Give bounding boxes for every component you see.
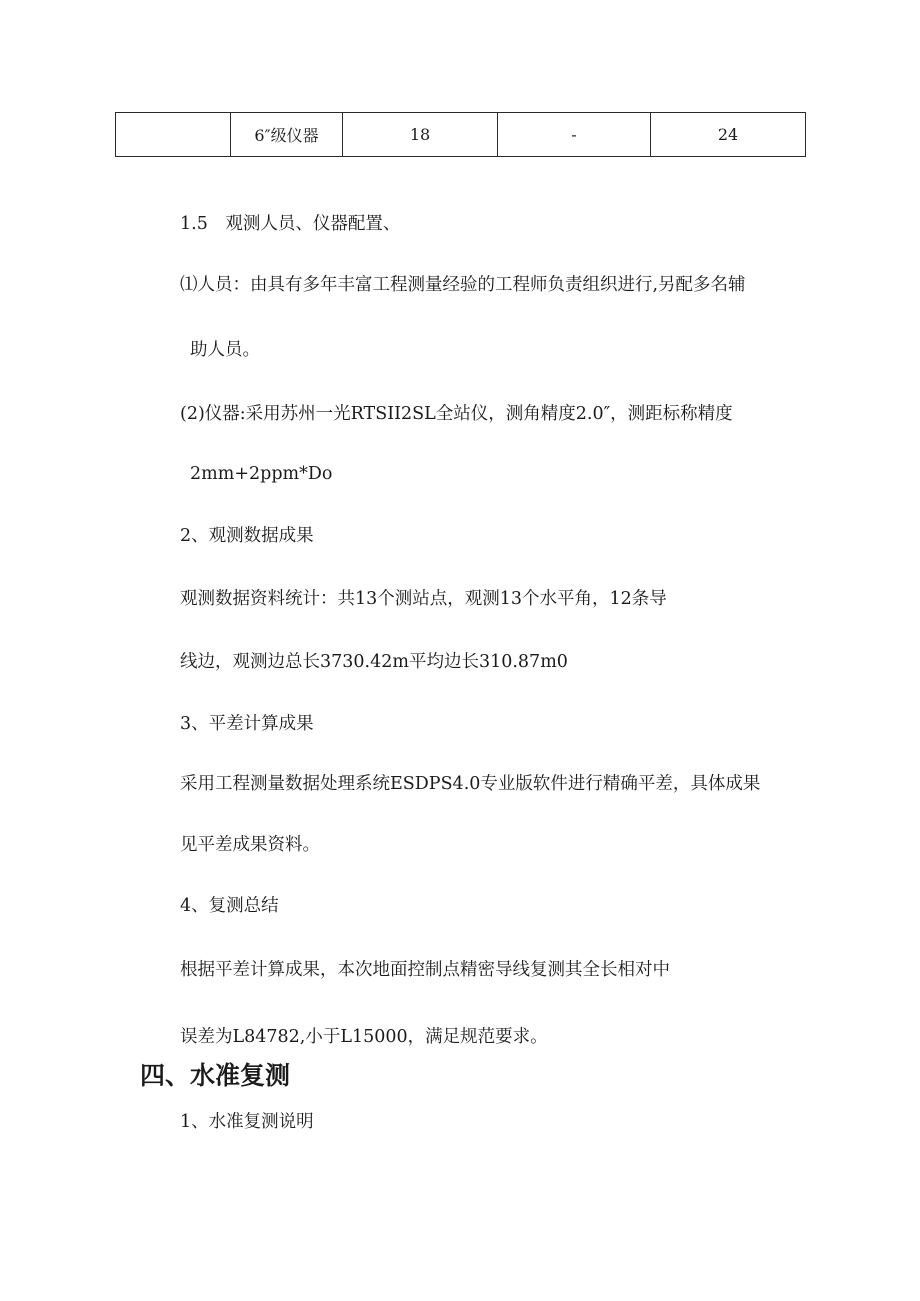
- summary-paragraph-line: 误差为L84782,小于L15000，满足规范要求。: [180, 1027, 548, 1047]
- observation-paragraph-line: 观测数据资料统计：共13个测站点，观测13个水平角，12条导: [180, 589, 667, 609]
- table-cell-value: 24: [651, 113, 806, 157]
- section-heading-2: 2、观测数据成果: [180, 526, 314, 546]
- section-heading-3: 3、平差计算成果: [180, 714, 314, 734]
- section-heading-1-5: 1.5 观测人员、仪器配置、: [180, 214, 401, 234]
- personnel-paragraph-line: 助人员。: [190, 340, 260, 360]
- instrument-paragraph-line: 2mm+2ppm*Do: [190, 464, 333, 484]
- adjustment-paragraph-line: 采用工程测量数据处理系统ESDPS4.0专业版软件进行精确平差，具体成果: [180, 774, 761, 794]
- instrument-paragraph-line: (2)仪器:采用苏州一光RTSII2SL全站仪，测角精度2.0″，测距标称精度: [180, 404, 733, 424]
- adjustment-paragraph-line: 见平差成果资料。: [180, 835, 320, 855]
- table-cell-blank: [116, 113, 231, 157]
- instrument-spec-table: [115, 112, 806, 157]
- personnel-paragraph-line: ⑴人员：由具有多年丰富工程测量经验的工程师负责组织进行,另配多名辅: [180, 275, 746, 295]
- section-heading-4: 4、复测总结: [180, 896, 279, 916]
- table-cell-value: 18: [343, 113, 498, 157]
- chapter-heading-leveling: 四、水准复测: [140, 1061, 291, 1090]
- observation-paragraph-line: 线边，观测边总长3730.42m平均边长310.87m0: [180, 652, 568, 672]
- sub-heading-leveling-description: 1、水准复测说明: [180, 1112, 314, 1132]
- summary-paragraph-line: 根据平差计算成果，本次地面控制点精密导线复测其全长相对中: [180, 960, 670, 980]
- table-cell-dash: -: [498, 113, 651, 157]
- table-cell-instrument-grade: 6″级仪器: [231, 113, 343, 157]
- table-row: [116, 113, 806, 157]
